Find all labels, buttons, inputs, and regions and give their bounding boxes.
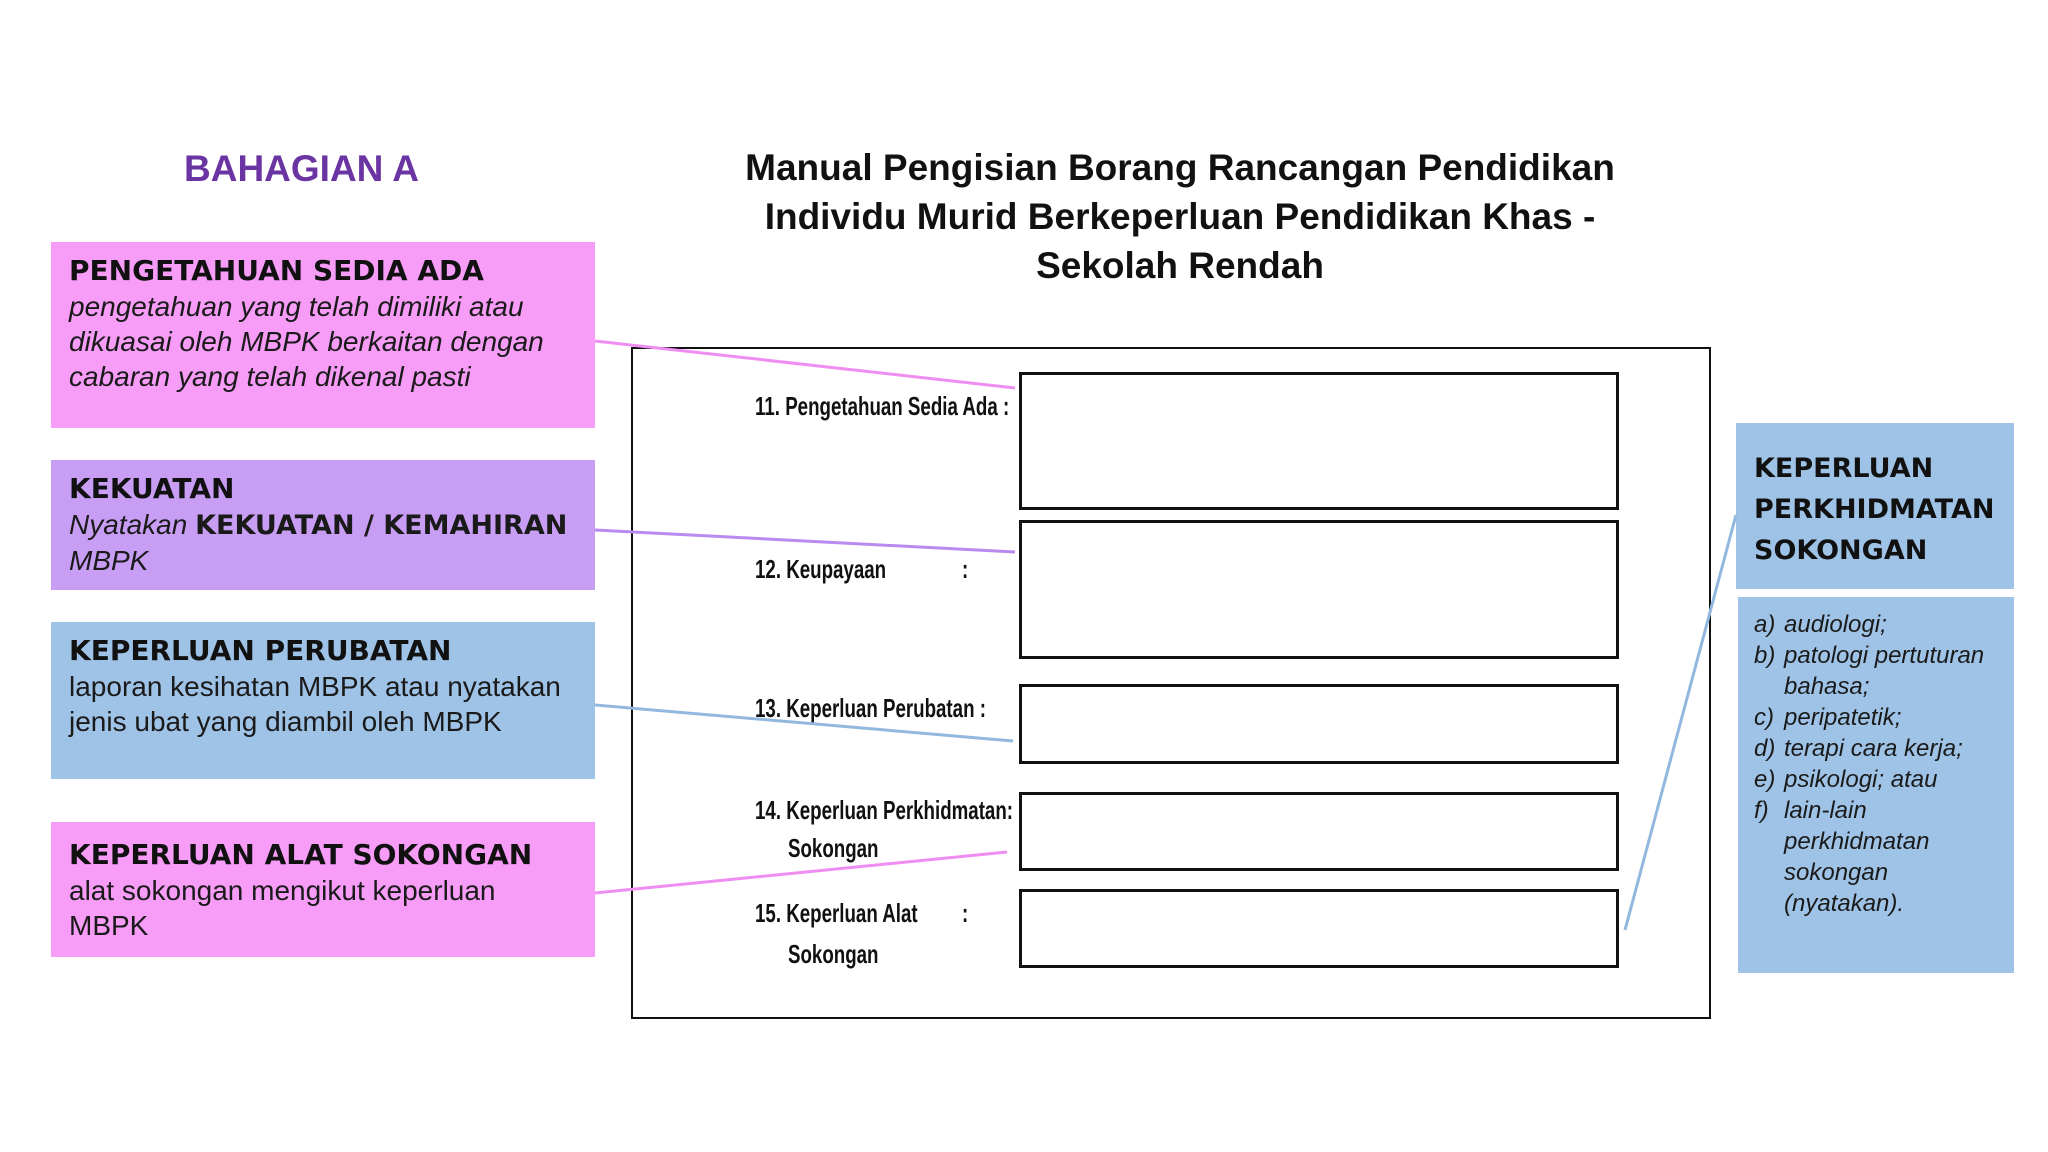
- kekuatan-suffix: MBPK: [69, 545, 149, 576]
- field-15-label: 15. Keperluan Alat: [755, 898, 918, 928]
- field-11-label: 11. Pengetahuan Sedia Ada :: [755, 391, 1010, 421]
- callout-perubatan-heading: KEPERLUAN PERUBATAN: [69, 634, 452, 667]
- section-label: BAHAGIAN A: [184, 148, 420, 189]
- list-text: terapi cara kerja;: [1784, 735, 1963, 762]
- callout-kekuatan-heading: KEKUATAN: [69, 472, 235, 505]
- support-heading-line-1: KEPERLUAN: [1754, 453, 1934, 484]
- title-line-2: Individu Murid Berkeperluan Pendidikan Khas -: [764, 196, 1596, 237]
- title-line-1: Manual Pengisian Borang Rancangan Pendidikan: [745, 147, 1615, 188]
- connector-alat: [595, 852, 1007, 893]
- list-key: b): [1754, 642, 1776, 669]
- connector-sokongan: [1625, 515, 1736, 930]
- connector-pengetahuan: [595, 341, 1015, 388]
- list-key: d): [1754, 735, 1776, 762]
- callout-alat-heading: KEPERLUAN ALAT SOKONGAN: [69, 838, 533, 871]
- field-12-label: 12. Keupayaan: [755, 554, 887, 584]
- list-text: lain-lain perkhidmatan sokongan (nyatakan).: [1784, 797, 1930, 917]
- kekuatan-prefix: Nyatakan: [69, 509, 188, 540]
- field-13-label: 13. Keperluan Perubatan :: [755, 693, 986, 723]
- list-text: audiologi;: [1784, 611, 1887, 638]
- list-text: peripatetik;: [1784, 704, 1902, 731]
- field-14-label: 14. Keperluan Perkhidmatan:: [755, 795, 1014, 825]
- support-heading-line-2: PERKHIDMATAN: [1754, 494, 1995, 525]
- list-key: c): [1754, 704, 1774, 731]
- support-heading-line-3: SOKONGAN: [1754, 535, 1928, 566]
- connector-perubatan: [595, 705, 1013, 741]
- list-text: psikologi; atau: [1784, 766, 1938, 793]
- title-line-3: Sekolah Rendah: [1036, 245, 1324, 286]
- connector-kekuatan: [595, 530, 1015, 552]
- list-key: f): [1754, 797, 1769, 824]
- field-14-label-2: Sokongan: [788, 833, 879, 863]
- callout-pengetahuan-body: pengetahuan yang telah dimiliki atau dikuasai oleh MBPK berkaitan dengan cabaran yang telah dikenal pasti: [69, 291, 544, 392]
- list-key: a): [1754, 611, 1776, 638]
- field-15-colon: :: [962, 898, 969, 928]
- callout-pengetahuan-heading: PENGETAHUAN SEDIA ADA: [69, 254, 484, 287]
- callout-perubatan-body: laporan kesihatan MBPK atau nyatakan jenis ubat yang diambil oleh MBPK: [69, 671, 561, 737]
- field-12-colon: :: [962, 554, 969, 584]
- field-15-label-2: Sokongan: [788, 939, 879, 969]
- callout-alat-body: alat sokongan mengikut keperluan MBPK: [69, 875, 496, 941]
- list-key: e): [1754, 766, 1776, 793]
- kekuatan-bold: KEKUATAN / KEMAHIRAN: [195, 510, 568, 541]
- list-text: patologi pertuturan bahasa;: [1784, 642, 1985, 700]
